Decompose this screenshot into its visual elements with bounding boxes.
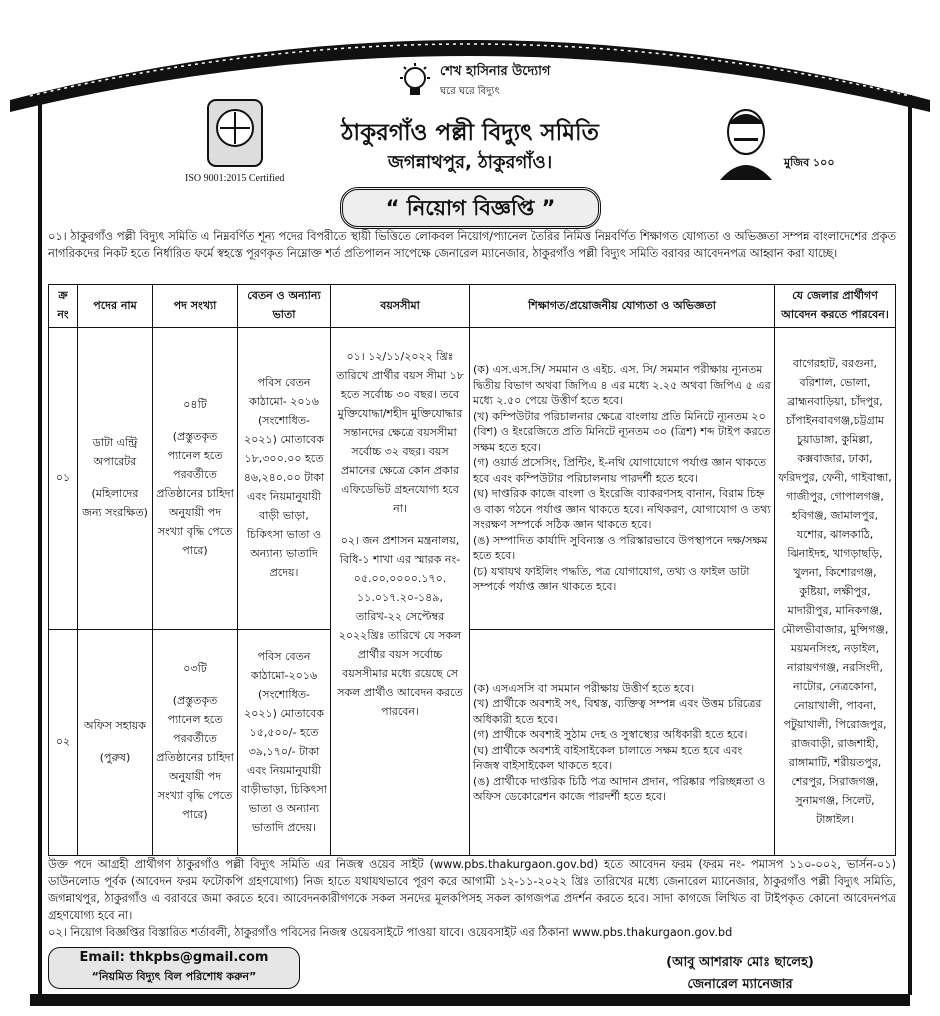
qualification-item: (ঙ) সম্পাদিত কার্যাদি সুবিন্যস্ত ও পরিস্কারভাবে উপস্থাপনে দক্ষ/সক্ষম হতে হবে। [473,533,768,563]
qualification-item: (গ) ওয়ার্ড প্রসেসিং, প্রিন্টিং, ই-নথি যোগাযোগে পর্যাপ্ত জ্ঞান থাকতে হবে এবং কম্পিউটার পরিচালনায় পারদর্শী হতে হবে। [473,456,767,485]
table-row [49,328,896,630]
col-districts: যে জেলার প্রার্থীগণ আবেদন করতে পারবেন। [775,285,896,328]
col-age-limit: বয়সসীমা [331,285,470,328]
col-post-name: পদের নাম [78,285,153,328]
post-count-note: (প্রস্তুতকৃত প্যানেল হতে পরবর্তীতে প্রতিষ্ঠানের চাহিদা অনুযায়ী পদ সংখ্যা বৃদ্ধি পেতে পারে) [156,694,234,821]
qualification-item: (ক) এস.এস.সি/ সমমান ও এইচ. এস. সি/ সমমান পরীক্ষায় ন্যূনতম দ্বিতীয় বিভাগ অথবা জিপিএ ৪ এর মধ্যে ২.২৫ অথবা জিপিএ ৫ এর মধ্যে ২.৫০ পেয়ে উত্তীর্ণ হতে হবে। [473,363,771,408]
qualification-item: (ঘ) দাপ্তরিক কাজে বাংলা ও ইংরেজি ব্যাকরণসহ বানান, বিরাম চিহ্ন ও বাক্য গঠনে পর্যাপ্ত জ্ঞান থাকতে হবে। নথিকরণ, যোগাযোগ ও তথ্য সংরক্ষণ সম্পর্কে সঠিক জ্ঞান থাকতে হবে। [473,487,771,532]
post-name: অফিস সহায়ক [84,719,146,732]
row-post [78,630,153,856]
row-salary: পবিস বেতন কাঠামো- ২০১৬ (সংশোধিত- ২০২১) মোতাবেক ১৮,৩০০.০০ হতে ৪৬,২৪০.০০ টাকা এবং নিয়মানুযায়ী বাড়ী ভাড়া, চিকিৎসা ভাতা ও অন্যান্য ভাতাদি প্রদেয়। [238,328,331,630]
row-salary: পবিস বেতন কাঠামো-২০১৬ (সংশোধিত- ২০২১) মোতাবেক ১৫,৫০০/- হতে ৩৯,১৭০/- টাকা এবং নিয়মানুযায়ী বাড়ীভাড়া, চিকিৎসা ভাতা ও অন্যান্য ভাতাদি প্রদেয়। [238,630,331,856]
post-count: ০৩টি [183,662,207,675]
qualification-item: (খ) কম্পিউটার পরিচালনার ক্ষেত্রে বাংলায় প্রতি মিনিটে ন্যূনতম ২০ (বিশ) ও ইংরেজিতে প্রতি মিনিটে ন্যূনতম ৩০ (ত্রিশ) শব্দ টাইপ করতে সক্ষম হতে হবে। [473,409,771,454]
row-count [153,630,238,856]
row-post [78,328,153,630]
qualification-item: (গ) প্রার্থীকে অবশ্যই সুঠাম দেহ ও সুস্বাস্থ্যের অধিকারী হতে হবে। [473,728,748,741]
qualification-item: (ঘ) প্রার্থীকে অবশ্যই বাইসাইকেল চালাতে সক্ষম হতে হবে এবং নিজস্ব বাইসাইকেল থাকতে হবে। [473,743,743,772]
qualification-item: (খ) প্রার্থীকে অবশ্যই সৎ, বিশ্বস্ত, ব্যক্তিত্ব সম্পন্ন এবং উত্তম চরিত্রের অধিকারী হতে হবে। [473,697,762,726]
qualification-item: (চ) যথাযথ ফাইলিং পদ্ধতি, পত্র যোগাযোগ, তথ্য ও ফাইল ডাটা সম্পর্কে পর্যাপ্ত জ্ঞান থাকতে হবে। [473,564,750,594]
signature-block [620,952,860,996]
organization-name: ঠাকুরগাঁও পল্লী বিদ্যুৎ সমিতি [341,120,599,146]
vacancy-table [48,284,896,856]
iso-certification: ISO 9001:2015 Certified [185,173,285,184]
initiative-title: শেখ হাসিনার উদ্যোগ [440,64,551,79]
organization-address: জগন্নাথপুর, ঠাকুরগাঁও। [387,152,553,173]
row-count [153,328,238,630]
footer-paragraph-1: উক্ত পদে আগ্রহী প্রার্থীগণ ঠাকুরগাঁও পল্লী বিদ্যুৎ সমিতি এর নিজস্ব ওয়েব সাইট (www.pbs.thakurgaon.gov.bd) হতে আবেদন ফরম (ফরম নং- পমাসপ ১১০-০০২, ভার্সন-০১) ডাউনলোড পূর্বক (আবেদন ফরম ফটোকপি গ্রহণযোগ্য) নিজ হাতে যথাযথভাবে পূরণ করে আগামী ১২-১১-২০২২ খ্রিঃ তারিখের মধ্যে জেনারেল ম্যানেজার, ঠাকুরগাঁও পল্লী বিদ্যুৎ সমিতি, জগন্নাথপুর, ঠাকুরগাঁও এ বরাবরে জমা করতে হবে। আবেদনকারীগণকে সকল সনদের মূলকপিসহ সকল কাগজপত্র প্রদর্শন করতে হবে। সাদা কাগজে লিখিত বা টাইপকৃত কোনো আবেদনপত্র গ্রহণযোগ্য হবে না। [48,858,896,922]
notice-title: “ নিয়োগ বিজ্ঞপ্তি ” [340,187,601,229]
col-serial: ক্র নং [49,285,78,328]
footer-instructions [48,856,896,941]
qualification-item: (ক) এসএসসি বা সমমান পরীক্ষায় উত্তীর্ণ হতে হবে। [473,681,695,695]
table-row [49,630,896,856]
bulb-icon [395,62,435,102]
post-name: ডাটা এন্ট্রি অপারেটর [92,436,138,468]
post-count: ০৪টি [183,398,207,411]
age-limit-1: ০১। ১২/১১/২০২২ খ্রিঃ তারিখে প্রার্থীর বয়স সীমা ১৮ হতে সর্বোচ্চ ৩০ বছর। তবে মুক্তিযোদ্ধা/শহীদ মুক্তিযোদ্ধার সন্তানদের ক্ষেত্রে বয়সসীমা সর্বোচ্চ ৩২ বছর। বয়স প্রমানের ক্ষেত্রে কোন প্রকার এফিডেভিট গ্রহনযোগ্য হবে না। [336,350,464,515]
contact-box [48,947,300,989]
row-districts: বাগেরহাট, বরগুনা, বরিশাল, ভোলা, ব্রাহ্মনবাড়িয়া, চাঁদপুর, চাঁপাইনবাবগঞ্জ,চট্টগ্রাম চুয়াডাঙ্গা, কুমিল্লা, কক্সবাজার, ঢাকা, ফরিদপুর, ফেনী, গাইবান্ধা, গাজীপুর, গোপালগঞ্জ, হবিগঞ্জ, জামালপুর, যশোর, ঝালকাঠি, ঝিনাইদহ, খাগড়াছড়ি, খুলনা, কিশোরগঞ্জ, কুষ্টিয়া, লক্ষীপুর, মাদারীপুর, মানিকগঞ্জ, মৌলভীবাজার, মুন্সিগঞ্জ, ময়মনসিংহ, নড়াইল, নারায়ণগঞ্জ, নরসিংদী, নাটোর, নেত্রকোনা, নোয়াখালী, পাবনা, পটুয়াখালী, পিরোজপুর, রাজবাড়ী, রাজশাহী, রাঙ্গামাটি, শরীয়তপুর, শেরপুর, সিরাজগঞ্জ, সুনামগঞ্জ, সিলেট, টাঙ্গাইল। [775,328,896,856]
post-note: (মহিলাদের জন্য সংরক্ষিত) [82,487,148,519]
post-count-note: (প্রস্তুতকৃত প্যানেল হতে পরবর্তীতে প্রতিষ্ঠানের চাহিদা অনুযায়ী পদ সংখ্যা বৃদ্ধি পেতে পারে) [156,430,234,557]
portrait-image [706,100,786,180]
signer-designation: জেনারেল ম্যানেজার [687,977,793,992]
intro-paragraph: ০১। ঠাকুরগাঁও পল্লী বিদ্যুৎ সমিতি এ নিম্নবর্ণিত শূন্য পদের বিপরীতে স্থায়ী ভিত্তিতে লোকবল নিয়োগ/প্যানেল তৈরির নিমিত্ত নিম্নবর্ণিত শিক্ষাগত যোগ্যতা ও অভিজ্ঞতা সম্পন্ন বাংলাদেশের প্রকৃত নাগরিকদের নিকট হতে নির্ধারিত ফর্মে স্বহস্তে পূরণকৃত নিম্নোক্ত শর্ত প্রতিপালন সাপেক্ষে জেনারেল ম্যানেজার, ঠাকুরগাঁও পল্লী বিদ্যুৎ সমিতি বরাবর আবেদনপত্র আহ্বান করা যাচ্ছে। [48,230,896,260]
row-serial: ০১ [49,328,78,630]
footer-paragraph-2: ০২। নিয়োগ বিজ্ঞপ্তির বিস্তারিত শর্তাবলী, ঠাকুরগাঁও পবিসের নিজস্ব ওয়েবসাইটে পাওয়া যাবে। ওয়েবসাইট এর ঠিকানা www.pbs.thakurgaon.gov.bd [48,926,733,939]
initiative-subtitle: ঘরে ঘরে বিদ্যুৎ [440,86,500,97]
row-qualification [470,328,775,630]
col-salary: বেতন ও অন্যান্য ভাতা [238,285,331,328]
table-header-row [49,285,896,328]
mujib-100-badge: মুজিব ১০০ [784,156,835,169]
col-qualification: শিক্ষাগত/প্রয়োজনীয় যোগ্যতা ও অভিজ্ঞতা [470,285,775,328]
row-age-limit [331,328,470,856]
contact-email: Email: thkpbs@gmail.com [79,950,269,965]
row-serial: ০২ [49,630,78,856]
qualification-item: (ঙ) প্রার্থীকে দাপ্তরিক চিঠি পত্র আদান প্রদান, পরিষ্কার পরিচ্ছন্নতা ও অফিস ডেকোরেশন কাজে পারদর্শী হতে হবে। [473,774,766,803]
post-note: (পুরুষ) [99,751,131,764]
bill-slogan: “নিয়মিত বিদ্যুৎ বিল পরিশোধ করুন” [91,970,257,983]
age-limit-2: ০২। জন প্রশাসন মন্ত্রনালয়, বিধি-১ শাখা এর স্মারক নং- ০৫.০০.০০০০.১৭০. ১১.০১৭.২০-১৪৯, তারিখ-২২ সেপ্টেম্বর ২০২২খ্রিঃ তারিখে যে সকল প্রার্থীর বয়স সর্বোচ্চ বয়সসীমার মধ্যে রয়েছে সে সকল প্রার্থীও আবেদন করতে পারবেন। [337,534,463,718]
signer-name: (আবু আশরাফ মোঃ ছালেহ) [666,955,814,970]
row-qualification [470,630,775,856]
col-post-count: পদ সংখ্যা [153,285,238,328]
